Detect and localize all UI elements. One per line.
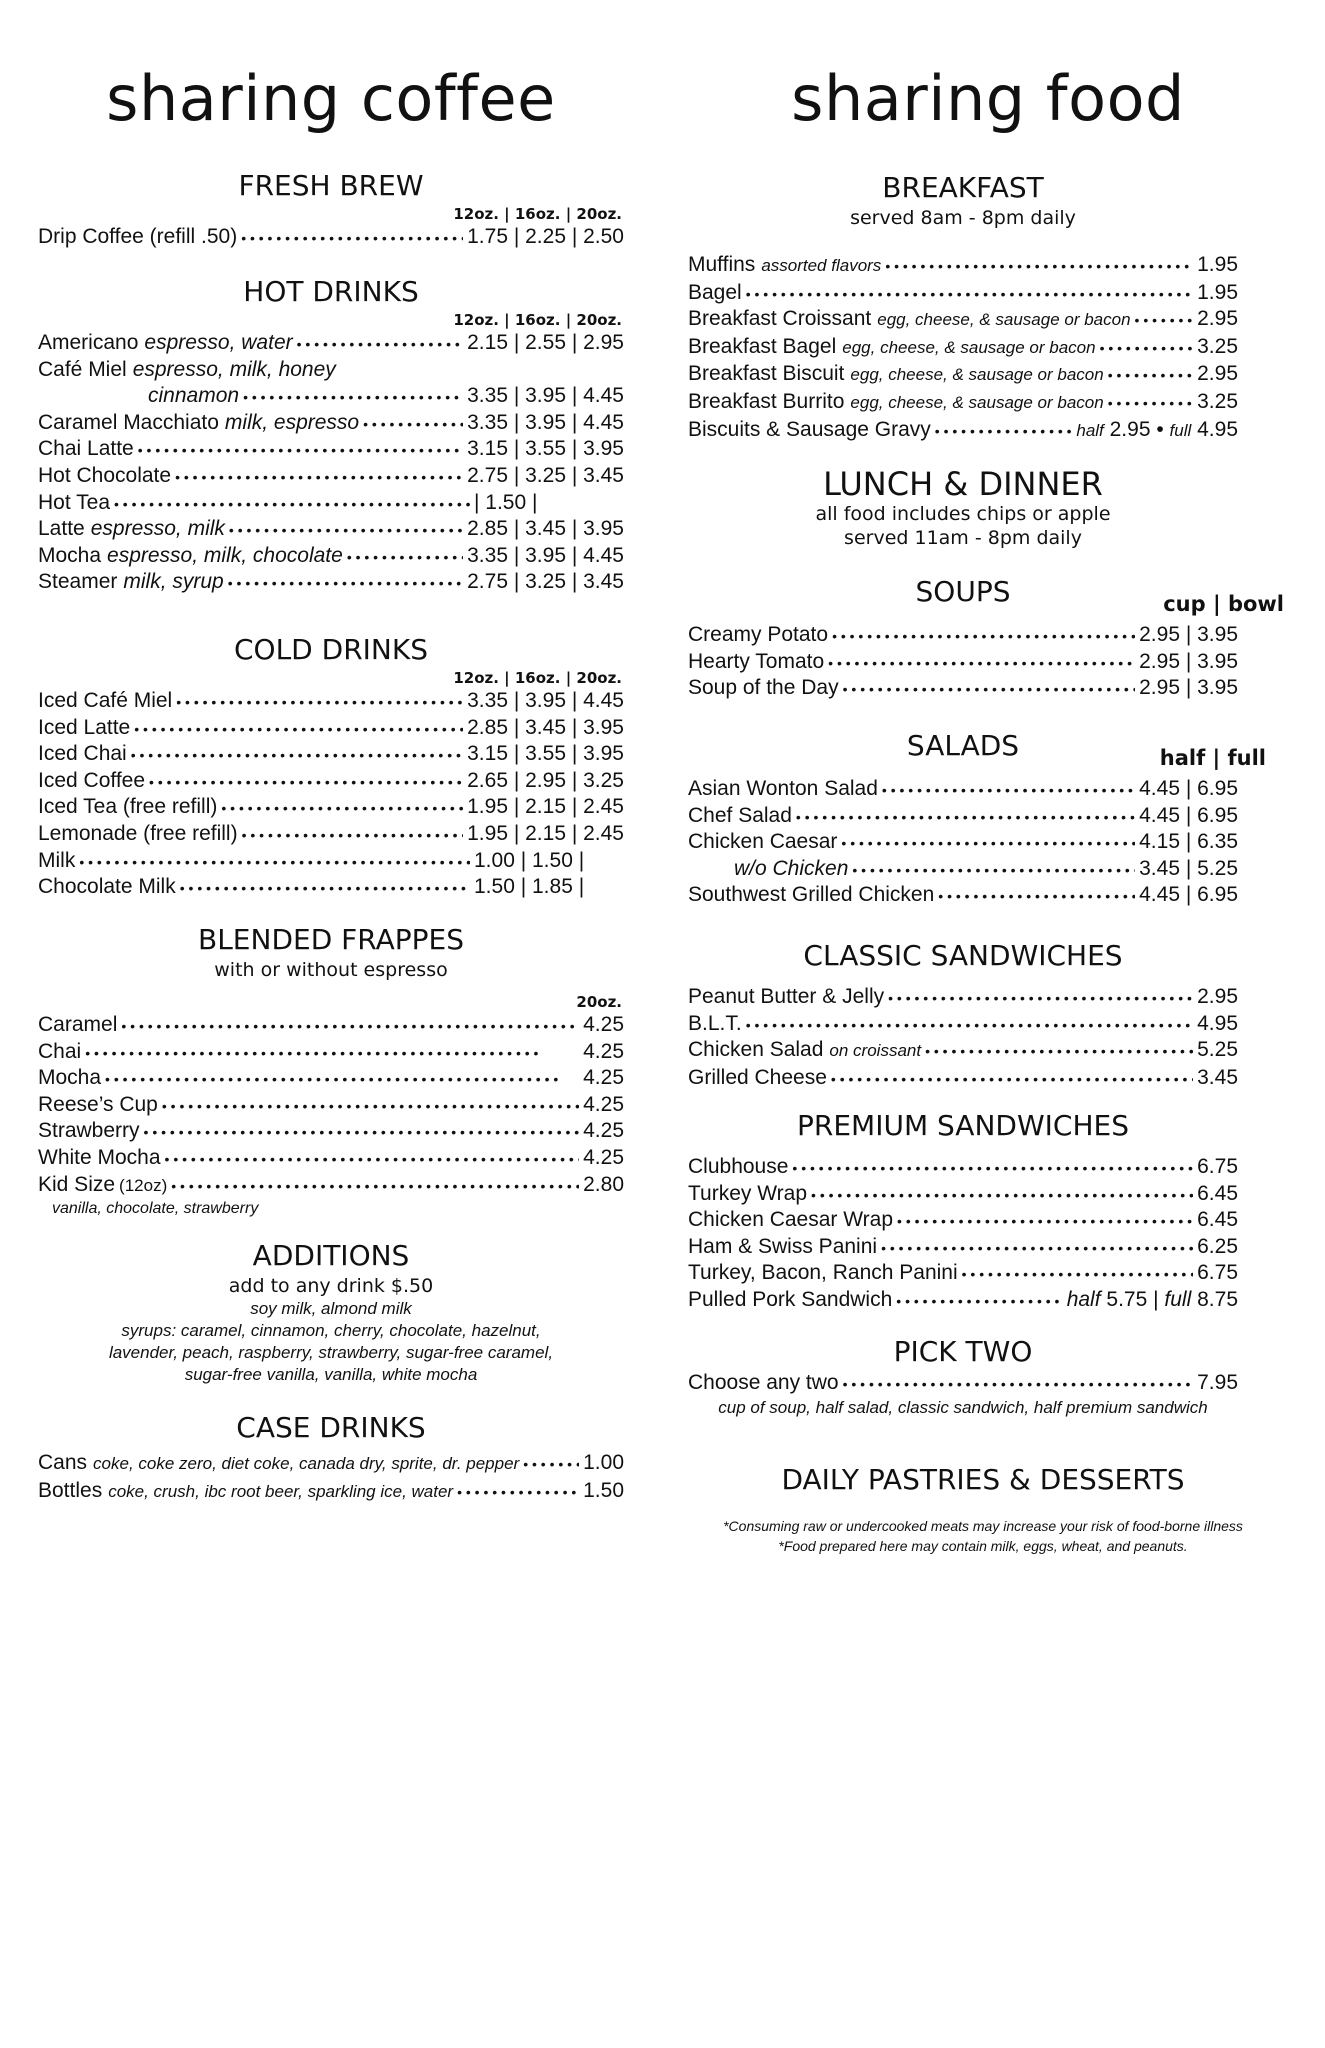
dot-leader [85,1043,579,1063]
frappes-section [38,922,624,1219]
dot-leader [841,833,1135,853]
pick-two-options: cup of soup, half salad, classic sandwich, half premium sandwich [718,1397,1208,1417]
item-price: 6.45 [1197,1181,1238,1205]
menu-item [38,224,624,251]
frappes-subtitle: with or without espresso [214,959,448,981]
dot-leader [134,719,463,739]
item-name: Hearty Tomato [688,649,825,673]
cold-drinks-section [38,632,624,901]
dot-leader [171,1176,579,1196]
menu-item [38,1145,624,1172]
menu-item [38,1478,624,1506]
item-desc: espresso, milk [90,517,225,541]
item-price: 7.95 [1197,1371,1238,1394]
classic-sandwiches-section [688,938,1238,1091]
item-name: Cans [38,1451,88,1474]
item-price: 4.25 [583,1066,624,1090]
item-name: Lemonade (free refill) [38,821,238,845]
pastries-heading: DAILY PASTRIES & DESSERTS [781,1463,1185,1496]
item-name: Chef Salad [688,803,792,827]
menu-item [38,1065,624,1092]
item-price: 2.95 [1197,985,1238,1008]
item-name: Chicken Caesar [688,830,838,854]
item-name: Hot Chocolate [38,463,172,487]
menu-item [38,463,624,490]
menu-item [38,516,624,543]
item-name: Iced Café Miel [38,689,173,712]
salads-list [688,776,1238,909]
item-name: Mocha [38,1066,102,1090]
menu-item [38,794,624,821]
dot-leader [885,256,1193,276]
dot-leader [888,988,1193,1008]
dot-leader [1100,338,1194,358]
kid-size-flavors: vanilla, chocolate, strawberry [52,1200,259,1218]
item-name: Chicken Caesar Wrap [688,1208,894,1232]
item-name: B.L.T. [688,1011,742,1035]
pick-two-heading: PICK TWO [893,1335,1033,1368]
soups-list [688,622,1238,702]
menu-item [688,1234,1238,1261]
item-name: Caramel [38,1013,118,1036]
menu-item [38,1039,624,1066]
item-price: 2.15 | 2.55 | 2.95 [467,331,624,354]
item-name: Chai [38,1039,82,1063]
item-price: 2.95 [1197,307,1238,331]
menu-item [38,543,624,570]
cold-drinks-heading: COLD DRINKS [233,633,428,666]
item-name: Iced Tea (free refill) [38,795,218,819]
item-price: 2.95 [1197,362,1238,386]
menu-item [688,675,1238,702]
classic-sandwiches-heading: CLASSIC SANDWICHES [803,939,1123,972]
item-price: 3.35 | 3.95 | 4.45 [467,384,624,408]
item-price: 6.75 [1197,1261,1238,1285]
item-price: 2.95 | 3.95 [1139,623,1238,646]
fresh-brew-sizes: 12oz. | 16oz. | 20oz. [453,205,622,223]
additions-heading: ADDITIONS [252,1239,410,1272]
menu-item [38,768,624,795]
menu-item [688,389,1238,417]
dot-leader [938,886,1135,906]
dot-leader [457,1482,579,1502]
dot-leader [1108,393,1193,413]
item-name: Pulled Pork Sandwich [688,1287,893,1311]
menu-item [38,715,624,742]
fresh-brew-section [38,168,624,251]
item-price: 2.65 | 2.95 | 3.25 [467,768,624,792]
item-name: Breakfast Croissant [688,307,872,331]
menu-item [688,334,1238,362]
item-name: Grilled Cheese [688,1065,827,1089]
dot-leader [114,494,470,514]
item-price: 1.95 | 2.15 | 2.45 [467,795,624,819]
item-name: Biscuits & Sausage Gravy [688,417,931,441]
item-price: 1.95 [1197,280,1238,304]
item-price: 3.35 | 3.95 | 4.45 [467,410,624,434]
lunch-dinner-note: all food includes chips or apple [815,503,1111,525]
item-desc: egg, cheese, & sausage or bacon [842,337,1096,357]
menu-item [38,741,624,768]
item-price: 4.25 [583,1145,624,1169]
cold-drinks-sizes: 12oz. | 16oz. | 20oz. [453,669,622,687]
menu-item [688,306,1238,334]
item-price: 5.25 [1197,1038,1238,1062]
breakfast-section [688,170,1238,444]
raw-meat-warning: *Consuming raw or undercooked meats may increase your risk of food-borne illness [723,1518,1243,1534]
dot-leader [746,1015,1193,1035]
salads-heading: SALADS [906,729,1020,762]
dot-leader [180,878,470,898]
menu-item [38,688,624,715]
menu-item [38,1012,624,1039]
item-price: 6.25 [1197,1234,1238,1258]
item-name: Hot Tea [38,490,110,514]
item-price: 2.85 | 3.45 | 3.95 [467,715,624,739]
item-name: Kid Size [38,1172,116,1196]
dot-leader [79,852,470,872]
lunch-dinner-hours: served 11am - 8pm daily [844,527,1082,549]
item-name: Muffins [688,253,756,276]
item-price: 4.15 | 6.35 [1139,830,1238,854]
item-price [1076,417,1238,445]
menu-item [38,1450,624,1478]
allergen-warning: *Food prepared here may contain milk, eggs, wheat, and peanuts. [778,1538,1188,1554]
item-name: Southwest Grilled Chicken [688,883,935,907]
dot-leader [363,414,463,434]
dot-leader [935,421,1073,441]
additions-syrups-1: syrups: caramel, cinnamon, cherry, chocolate, hazelnut, [121,1321,541,1340]
item-price: 1.00 [583,1451,624,1474]
menu-item [688,1207,1238,1234]
menu-item [38,383,624,410]
menu-item [38,1092,624,1119]
dot-leader [792,1158,1193,1178]
item-name: Bagel [688,280,742,304]
menu-item [38,490,624,517]
item-price: 3.35 | 3.95 | 4.45 [467,543,624,567]
item-price: 6.45 [1197,1208,1238,1232]
item-desc: espresso, milk, honey [132,357,336,381]
additions-syrups-3: sugar-free vanilla, vanilla, white mocha [184,1365,478,1384]
menu-item [38,569,624,596]
item-price: 6.75 [1197,1155,1238,1178]
item-price [1067,1287,1238,1314]
dot-leader [832,626,1135,646]
additions-subtitle: add to any drink $.50 [228,1275,434,1297]
item-price: 4.25 [583,1092,624,1116]
item-name: Chicken Salad [688,1038,824,1062]
item-name: w/o Chicken [734,856,849,880]
lunch-dinner-heading: LUNCH & DINNER [823,465,1103,503]
premium-sandwiches-section [688,1108,1238,1314]
dot-leader [221,798,463,818]
soups-heading: SOUPS [915,575,1011,608]
item-name: Caramel Macchiato [38,410,219,434]
item-name: Drip Coffee (refill .50) [38,225,238,248]
menu-item [38,410,624,437]
case-drinks-section [38,1410,624,1505]
item-name: Asian Wonton Salad [688,777,878,800]
case-drinks-heading: CASE DRINKS [236,1411,426,1444]
item-name: Bottles [38,1478,103,1502]
hot-drinks-section [38,274,624,596]
item-price: 3.25 [1197,389,1238,413]
dot-leader [229,520,463,540]
premium-sandwiches-heading: PREMIUM SANDWICHES [797,1109,1129,1142]
dot-leader [843,1374,1194,1394]
menu-item [688,1370,1238,1397]
half-label: half [1076,420,1104,440]
dot-leader [149,772,463,792]
item-desc: assorted flavors [761,256,882,275]
item-price: 3.15 | 3.55 | 3.95 [467,742,624,766]
menu-item [688,776,1238,803]
item-name: Turkey, Bacon, Ranch Panini [688,1261,958,1285]
item-name: Iced Chai [38,742,127,766]
item-name: Breakfast Biscuit [688,362,845,386]
footnotes [688,1516,1278,1556]
item-price: 4.45 | 6.95 [1139,883,1238,907]
half-price: 5.75 [1106,1287,1148,1311]
dot-leader [144,1122,580,1142]
dot-leader [831,1069,1193,1089]
dot-leader [852,860,1135,880]
hot-drinks-heading: HOT DRINKS [243,275,419,308]
menu-item [688,1011,1238,1038]
dot-leader [243,387,463,407]
item-desc: milk, espresso [224,410,360,434]
full-label: full [1169,420,1192,440]
item-price: 4.45 | 6.95 [1139,803,1238,827]
item-price: 1.95 | 2.15 | 2.45 [467,821,624,845]
half-label: half [1066,1287,1101,1311]
item-price: 4.25 [583,1119,624,1143]
menu-item [688,1287,1238,1314]
item-name: Strawberry [38,1119,140,1143]
menu-item [38,357,624,384]
additions-section [38,1238,624,1386]
item-price: 2.80 [583,1172,624,1196]
salads-columns: half | full [1159,746,1266,770]
dot-leader [162,1096,579,1116]
dot-leader [828,653,1135,673]
dot-leader [881,1238,1193,1258]
salads-section [688,728,1266,909]
item-price: 1.95 [1197,253,1238,276]
dot-leader [843,679,1136,699]
food-title: sharing food [791,62,1185,135]
breakfast-hours: served 8am - 8pm daily [850,207,1076,229]
menu-item [38,848,624,875]
dot-leader [1135,310,1194,330]
additions-milks: soy milk, almond milk [250,1299,412,1318]
menu-item [38,874,624,901]
item-price: 1.50 | 1.85 | [474,875,585,899]
soups-columns: cup | bowl [1163,592,1284,616]
item-name: Chocolate Milk [38,875,176,899]
item-price: 2.95 | 3.95 [1139,649,1238,673]
fresh-brew-heading: FRESH BREW [238,169,424,202]
item-price: 1.75 | 2.25 | 2.50 [467,225,624,248]
item-desc: espresso, water [144,331,293,354]
item-desc: egg, cheese, & sausage or bacon [877,310,1131,330]
dot-leader [241,228,463,248]
menu-item [688,1037,1238,1065]
additions-syrups-2: lavender, peach, raspberry, strawberry, sugar-free caramel, [108,1343,554,1362]
menu-item [688,252,1238,280]
separator-dot: • [1156,417,1164,441]
item-price: 3.45 | 5.25 [1139,856,1238,880]
dot-leader [176,692,463,712]
item-name: Breakfast Burrito [688,389,845,413]
item-name: Café Miel [38,357,127,381]
item-name: Mocha [38,543,102,567]
item-price: 4.95 [1197,1011,1238,1035]
full-price: 4.95 [1197,417,1238,441]
dot-leader [962,1264,1193,1284]
item-name: Peanut Butter & Jelly [688,985,885,1008]
menu-item [688,984,1238,1011]
item-price: | 1.50 | [474,490,538,514]
dot-leader [105,1069,579,1089]
item-name: Soup of the Day [688,676,839,700]
menu-item [38,330,624,357]
dot-leader [228,573,463,593]
item-name: Latte [38,517,85,541]
item-name: Chai Latte [38,437,134,461]
dot-leader [897,1211,1193,1231]
item-price: 2.85 | 3.45 | 3.95 [467,517,624,541]
menu-item [688,361,1238,389]
menu-item [688,1260,1238,1287]
item-desc-cont: cinnamon [148,384,240,408]
item-name: Breakfast Bagel [688,334,837,358]
item-desc: coke, coke zero, diet coke, canada dry, sprite, dr. pepper [93,1454,520,1473]
item-desc: on croissant [829,1041,922,1061]
full-label: full [1164,1287,1192,1311]
item-name: Americano [38,331,139,354]
frappes-heading: BLENDED FRAPPES [198,923,464,956]
menu-item [688,280,1238,307]
item-desc: egg, cheese, & sausage or bacon [850,392,1104,412]
item-name: Creamy Potato [688,623,829,646]
item-name: Ham & Swiss Panini [688,1234,878,1258]
dot-leader [297,334,464,354]
dot-leader [796,807,1135,827]
pick-two-section [688,1334,1238,1419]
menu-item [38,1172,624,1200]
item-name: Iced Coffee [38,768,146,792]
menu-item [688,1065,1238,1092]
dot-leader [165,1149,580,1169]
item-size: (12oz) [119,1175,168,1195]
dot-leader [138,440,463,460]
dot-leader [925,1041,1193,1061]
menu-item [38,436,624,463]
dot-leader [746,284,1193,304]
item-desc: egg, cheese, & sausage or bacon [850,365,1104,385]
dot-leader [896,1291,1062,1311]
item-name: Turkey Wrap [688,1181,808,1205]
item-name: Choose any two [688,1371,839,1394]
item-price: 4.25 [583,1039,624,1063]
pastries-section [688,1462,1278,1498]
menu-item [38,821,624,848]
hot-drinks-sizes: 12oz. | 16oz. | 20oz. [453,311,622,329]
item-price: 1.50 [583,1478,624,1502]
dot-leader [811,1185,1193,1205]
item-name: Steamer [38,570,118,594]
item-desc: espresso, milk, chocolate [107,543,343,567]
separator: | [1153,1287,1159,1311]
item-price: 3.25 [1197,334,1238,358]
item-price: 2.75 | 3.25 | 3.45 [467,463,624,487]
menu-item [688,622,1238,649]
item-price: 4.25 [583,1013,624,1036]
dot-leader [175,467,463,487]
item-price: 1.00 | 1.50 | [474,848,585,872]
dot-leader [882,780,1135,800]
item-price: 4.45 | 6.95 [1139,777,1238,800]
soups-section [688,574,1284,702]
item-name: Clubhouse [688,1155,789,1178]
item-price: 3.15 | 3.55 | 3.95 [467,437,624,461]
frappes-size: 20oz. [576,993,622,1011]
menu-item [688,1181,1238,1208]
item-name: Iced Latte [38,715,131,739]
item-price: 2.75 | 3.25 | 3.45 [467,570,624,594]
lunch-dinner-section [688,466,1238,550]
item-price: 3.45 [1197,1065,1238,1089]
menu-item [38,1118,624,1145]
menu-item [688,882,1238,909]
dot-leader [242,825,464,845]
full-price: 8.75 [1197,1287,1238,1311]
menu-item [688,803,1238,830]
item-desc: milk, syrup [123,570,224,594]
dot-leader [1108,365,1193,385]
coffee-title: sharing coffee [106,62,556,135]
item-price: 2.95 | 3.95 [1139,676,1238,700]
item-desc: coke, crush, ibc root beer, sparkling ice, water [108,1481,454,1501]
dot-leader [131,745,463,765]
half-price: 2.95 [1109,417,1151,441]
dot-leader [121,1016,579,1036]
menu-item [688,417,1238,445]
item-name: Reese’s Cup [38,1092,158,1116]
dot-leader [347,547,463,567]
menu-item [688,649,1238,676]
dot-leader [523,1454,579,1474]
breakfast-heading: BREAKFAST [882,171,1044,204]
item-name: White Mocha [38,1145,161,1169]
menu-item [688,856,1238,883]
item-name: Milk [38,848,76,872]
item-price: 3.35 | 3.95 | 4.45 [467,689,624,712]
menu-item [688,1154,1238,1181]
menu-item [688,829,1238,856]
